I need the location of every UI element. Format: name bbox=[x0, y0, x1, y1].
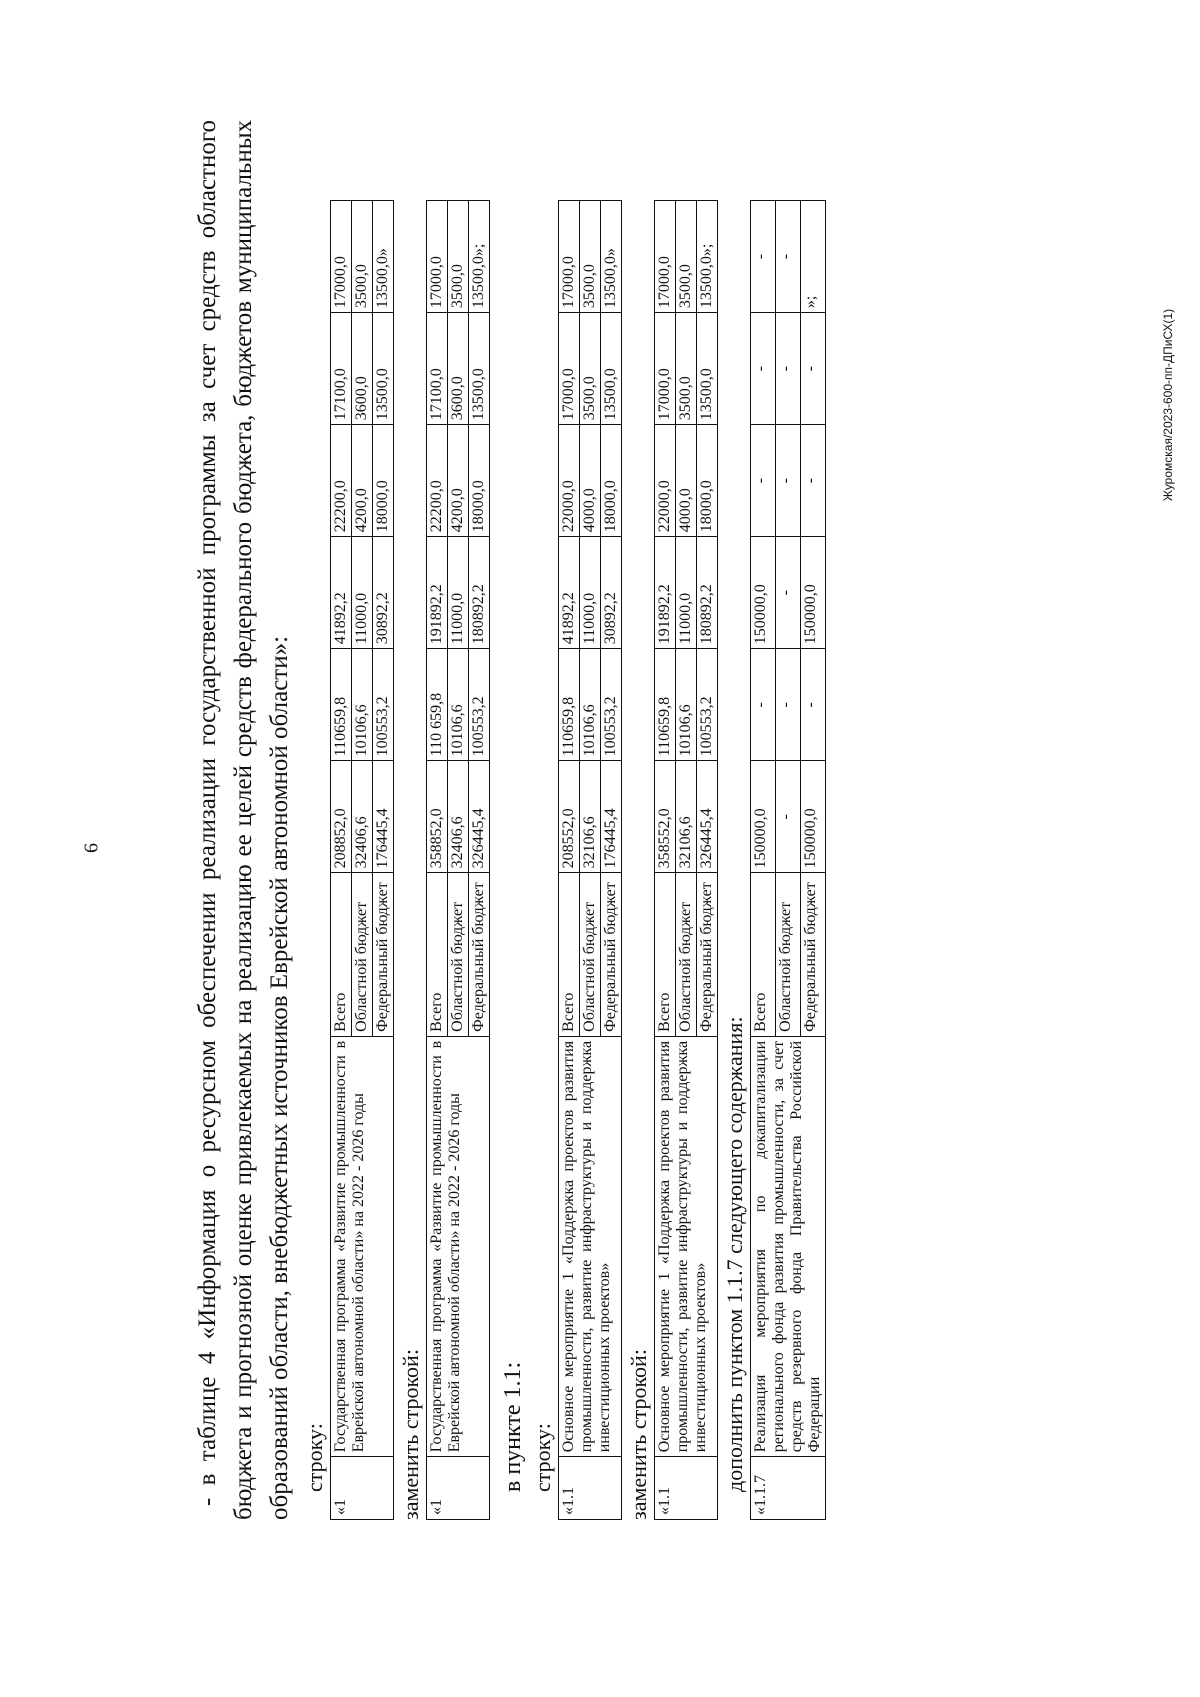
funding-source: Всего bbox=[427, 873, 448, 1036]
amount-cell: 10106,6 bbox=[580, 649, 601, 761]
label-replace-2: заменить строкой: bbox=[626, 1349, 651, 1520]
amount-cell: 100553,2 bbox=[469, 649, 490, 761]
amount-cell: 11000,0 bbox=[580, 537, 601, 649]
amount-cell: 176445,4 bbox=[373, 761, 394, 873]
amount-cell: 41892,2 bbox=[331, 537, 352, 649]
funding-source: Областной бюджет bbox=[776, 873, 801, 1036]
amount-cell: - bbox=[776, 425, 801, 537]
amount-cell: - bbox=[751, 313, 776, 425]
amount-cell: 358552,0 bbox=[655, 761, 676, 873]
amount-cell: 3500,0 bbox=[580, 313, 601, 425]
amount-cell: 4200,0 bbox=[448, 425, 469, 537]
table-row bbox=[655, 201, 676, 1520]
item-name: Государственная программа «Развитие промышленности в Еврейской автономной области» на 2022 - 2026 годы bbox=[427, 1036, 490, 1456]
funding-source: Областной бюджет bbox=[676, 873, 697, 1036]
amount-cell: 13500,0»; bbox=[697, 201, 718, 313]
amount-cell: 22000,0 bbox=[655, 425, 676, 537]
label-point-1-1: в пункте 1.1: bbox=[500, 1361, 526, 1492]
amount-cell: 3500,0 bbox=[448, 201, 469, 313]
table-row bbox=[559, 201, 580, 1520]
amount-cell: 13500,0» bbox=[601, 201, 622, 313]
amount-cell: 150000,0 bbox=[801, 537, 826, 649]
label-add-point: дополнить пунктом 1.1.7 следующего содержания: bbox=[722, 1016, 747, 1492]
amount-cell: - bbox=[776, 201, 801, 313]
amount-cell: 358852,0 bbox=[427, 761, 448, 873]
amount-cell: 110 659,8 bbox=[427, 649, 448, 761]
amount-cell: 22000,0 bbox=[559, 425, 580, 537]
amount-cell: 4000,0 bbox=[580, 425, 601, 537]
amount-cell: 110659,8 bbox=[559, 649, 580, 761]
amount-cell: 180892,2 bbox=[469, 537, 490, 649]
funding-source: Областной бюджет bbox=[448, 873, 469, 1036]
intro-paragraph: - в таблице 4 «Информация о ресурсном обеспечении реализации государственной программы за счет средств областного бюджета и прогнозной оценке привлекаемых на реализацию ее целей средств федерального бюджета, бюджетов муниципальных образований области, внебюджетных источников Еврейской автономной области»: bbox=[194, 120, 293, 1520]
amount-cell: 17000,0 bbox=[427, 201, 448, 313]
page-number: 6 bbox=[80, 843, 103, 853]
table-row bbox=[751, 201, 776, 1520]
amount-cell: 18000,0 bbox=[373, 425, 394, 537]
amount-cell: - bbox=[801, 425, 826, 537]
amount-cell: 3500,0 bbox=[676, 313, 697, 425]
amount-cell: 10106,6 bbox=[352, 649, 373, 761]
amount-cell: - bbox=[776, 313, 801, 425]
table-row bbox=[331, 201, 352, 1520]
amount-cell: 32406,6 bbox=[448, 761, 469, 873]
amount-cell: - bbox=[776, 761, 801, 873]
item-name: Государственная программа «Развитие промышленности в Еврейской автономной области» на 2022 - 2026 годы bbox=[331, 1036, 394, 1456]
table-row bbox=[427, 201, 448, 1520]
item-name: Реализация мероприятия по докапитализации регионального фонда развития промышленности, за счет средств резервного фонда Правительства Российской Федерации bbox=[751, 1036, 826, 1456]
funding-source: Федеральный бюджет bbox=[373, 873, 394, 1036]
amount-cell: 110659,8 bbox=[331, 649, 352, 761]
amount-cell: - bbox=[801, 313, 826, 425]
amount-cell: 150000,0 bbox=[751, 761, 776, 873]
amount-cell: 13500,0 bbox=[373, 313, 394, 425]
amount-cell: 13500,0» bbox=[373, 201, 394, 313]
amount-cell: 100553,2 bbox=[601, 649, 622, 761]
amount-cell: 18000,0 bbox=[469, 425, 490, 537]
funding-source: Федеральный бюджет bbox=[697, 873, 718, 1036]
amount-cell: - bbox=[751, 201, 776, 313]
amount-cell: 17000,0 bbox=[559, 313, 580, 425]
label-row-1: строку: bbox=[302, 1423, 327, 1492]
row-number: «1.1 bbox=[559, 1457, 622, 1520]
amount-cell: 110659,8 bbox=[655, 649, 676, 761]
amount-cell: 4000,0 bbox=[676, 425, 697, 537]
amount-cell: 3600,0 bbox=[448, 313, 469, 425]
amount-cell: 191892,2 bbox=[427, 537, 448, 649]
amount-cell: 11000,0 bbox=[676, 537, 697, 649]
amount-cell: 208552,0 bbox=[559, 761, 580, 873]
funding-source: Федеральный бюджет bbox=[801, 873, 826, 1036]
amount-cell: 22200,0 bbox=[427, 425, 448, 537]
amount-cell: 13500,0 bbox=[469, 313, 490, 425]
amount-cell: 208852,0 bbox=[331, 761, 352, 873]
amount-cell: 30892,2 bbox=[373, 537, 394, 649]
funding-source: Федеральный бюджет bbox=[469, 873, 490, 1036]
amount-cell: 22200,0 bbox=[331, 425, 352, 537]
row-number: «1.1.7 bbox=[751, 1457, 826, 1520]
amount-cell: 17100,0 bbox=[331, 313, 352, 425]
funding-source: Всего bbox=[751, 873, 776, 1036]
amount-cell: 326445,4 bbox=[697, 761, 718, 873]
amount-cell: »; bbox=[801, 201, 826, 313]
amount-cell: 150000,0 bbox=[751, 537, 776, 649]
amount-cell: 13500,0»; bbox=[469, 201, 490, 313]
amount-cell: 32106,6 bbox=[580, 761, 601, 873]
table-measure-old bbox=[558, 200, 622, 1520]
row-number: «1.1 bbox=[655, 1457, 718, 1520]
row-number: «1 bbox=[427, 1457, 490, 1520]
funding-source: Областной бюджет bbox=[352, 873, 373, 1036]
amount-cell: 18000,0 bbox=[601, 425, 622, 537]
amount-cell: - bbox=[751, 425, 776, 537]
funding-source: Всего bbox=[655, 873, 676, 1036]
amount-cell: 10106,6 bbox=[448, 649, 469, 761]
amount-cell: 3500,0 bbox=[352, 201, 373, 313]
funding-source: Областной бюджет bbox=[580, 873, 601, 1036]
amount-cell: 17000,0 bbox=[655, 313, 676, 425]
amount-cell: 100553,2 bbox=[697, 649, 718, 761]
amount-cell: 10106,6 bbox=[676, 649, 697, 761]
amount-cell: 3500,0 bbox=[676, 201, 697, 313]
label-replace-1: заменить строкой: bbox=[398, 1349, 423, 1520]
amount-cell: 18000,0 bbox=[697, 425, 718, 537]
amount-cell: - bbox=[776, 537, 801, 649]
amount-cell: 32406,6 bbox=[352, 761, 373, 873]
table-program-new bbox=[426, 200, 490, 1520]
amount-cell: 191892,2 bbox=[655, 537, 676, 649]
amount-cell: 11000,0 bbox=[448, 537, 469, 649]
amount-cell: - bbox=[776, 649, 801, 761]
amount-cell: 17000,0 bbox=[559, 201, 580, 313]
amount-cell: 3600,0 bbox=[352, 313, 373, 425]
amount-cell: 100553,2 bbox=[373, 649, 394, 761]
document-footer-code: Журомская/2023-600-пп-ДПиСХ(1) bbox=[1161, 308, 1175, 502]
table-program-old bbox=[330, 200, 394, 1520]
item-name: Основное мероприятие 1 «Поддержка проектов развития промышленности, развитие инфраструктуры и поддержка инвестиционных проектов» bbox=[655, 1036, 718, 1456]
amount-cell: 17000,0 bbox=[331, 201, 352, 313]
amount-cell: 17000,0 bbox=[655, 201, 676, 313]
funding-source: Всего bbox=[331, 873, 352, 1036]
amount-cell: 13500,0 bbox=[601, 313, 622, 425]
item-name: Основное мероприятие 1 «Поддержка проектов развития промышленности, развитие инфраструктуры и поддержка инвестиционных проектов» bbox=[559, 1036, 622, 1456]
amount-cell: 11000,0 bbox=[352, 537, 373, 649]
row-number: «1 bbox=[331, 1457, 394, 1520]
amount-cell: 3500,0 bbox=[580, 201, 601, 313]
amount-cell: - bbox=[751, 649, 776, 761]
amount-cell: 180892,2 bbox=[697, 537, 718, 649]
amount-cell: 41892,2 bbox=[559, 537, 580, 649]
table-measure-added bbox=[750, 200, 826, 1520]
amount-cell: 17100,0 bbox=[427, 313, 448, 425]
funding-source: Всего bbox=[559, 873, 580, 1036]
amount-cell: 13500,0 bbox=[697, 313, 718, 425]
amount-cell: 30892,2 bbox=[601, 537, 622, 649]
amount-cell: - bbox=[801, 649, 826, 761]
amount-cell: 32106,6 bbox=[676, 761, 697, 873]
label-row-2: строку: bbox=[530, 1423, 555, 1492]
rotated-content bbox=[190, 120, 1090, 1520]
amount-cell: 176445,4 bbox=[601, 761, 622, 873]
amount-cell: 326445,4 bbox=[469, 761, 490, 873]
table-measure-new bbox=[654, 200, 718, 1520]
amount-cell: 4200,0 bbox=[352, 425, 373, 537]
funding-source: Федеральный бюджет bbox=[601, 873, 622, 1036]
amount-cell: 150000,0 bbox=[801, 761, 826, 873]
